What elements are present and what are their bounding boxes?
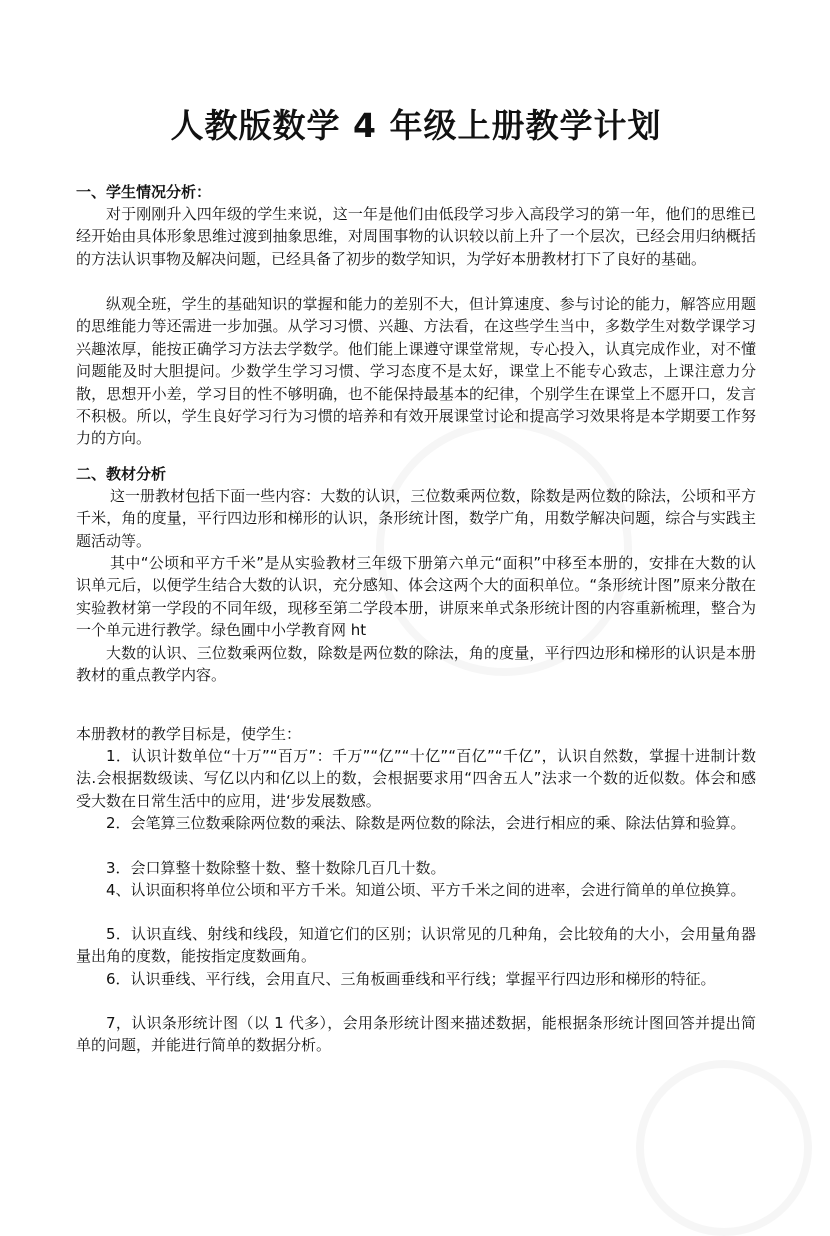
goal-item-2: 2．会笔算三位数乘除两位数的乘法、除数是两位数的除法，会进行相应的乘、除法估算和验算。 — [106, 814, 746, 832]
goal-item-3: 3．会口算整十数除整十数、整十数除几百几十数。 — [106, 859, 446, 877]
paragraph-student-analysis-2: 纵观全班，学生的基础知识的掌握和能力的差别不大，但计算速度、参与讨论的能力，解答应用题的思维能力等还需进一步加强。从学习习惯、兴趣、方法看，在这些学生当中，多数学生对数学课学习兴趣浓厚，能按正确学习方法去学数学。他们能上课遵守课堂常规，专心投入，认真完成作业，对不懂问题能及时大胆提问。少数学生学习习惯、学习态度不是太好，课堂上不能专心致志，上课注意力分散，思想开小差，学习目的性不够明确，也不能保持最基本的纪律，个别学生在课堂上不愿开口，发言不积极。所以，学生良好学习行为习惯的培养和有效开展课堂讨论和提高学习效果将是本学期要工作努力的方向。 — [76, 295, 756, 448]
goal-item-6: 6．认识垂线、平行线，会用直尺、三角板画垂线和平行线；掌握平行四边形和梯形的特征。 — [106, 970, 716, 988]
goals-intro: 本册教材的教学目标是，使学生： — [76, 725, 302, 743]
paragraph-textbook-analysis-3: 大数的认识、三位数乘两位数，除数是两位数的除法，角的度量，平行四边形和梯形的认识是本册教材的重点教学内容。 — [76, 644, 756, 685]
paragraph-student-analysis-1: 对于刚刚升入四年级的学生来说，这一年是他们由低段学习步入高段学习的第一年，他们的思维已经开始由具体形象思维过渡到抽象思维，对周围事物的认识较以前上升了一个层次，已经会用归纳概括的方法认识事物及解决问题，已经具备了初步的数学知识，为学好本册教材打下了良好的基础。 — [76, 205, 756, 268]
section-heading-student-analysis: 一、学生情况分析： — [76, 183, 212, 201]
goal-item-1: 1．认识计数单位“十万”“百万”：千万”“亿”“十亿”“百亿”“千亿”，认识自然数，掌握十进制计数法.会根据数级读、写亿以内和亿以上的数，会根据要求用“四舍五人”法求一个数的近似数。体会和感受大数在日常生活中的应用，进‘步发展数感。 — [76, 747, 756, 810]
goal-item-4: 4、认识面积将单位公顷和平方千米。知道公顷、平方千米之间的进率，会进行简单的单位换算。 — [106, 881, 746, 899]
watermark-seal-corner — [636, 1060, 812, 1236]
paragraph-textbook-analysis-2: 其中“公顷和平方千米”是从实验教材三年级下册第六单元“面积”中移至本册的，安排在大数的认识单元后，以便学生结合大数的认识，充分感知、体会这两个大的面积单位。“条形统计图”原来分散在实验教材第一学段的不同年级，现移至第二学段本册，讲原来单式条形统计图的内容重新梳理，整合为一个单元进行教学。绿色圃中小学教育网 ht — [76, 554, 756, 640]
page-title: 人教版数学 4 年级上册教学计划 — [170, 106, 662, 145]
goal-item-7: 7，认识条形统计图（以 1 代多），会用条形统计图来描述数据，能根据条形统计图回答并提出简单的问题，并能进行简单的数据分析。 — [76, 1014, 756, 1055]
document-page — [76, 0, 756, 1174]
section-heading-textbook-analysis: 二、教材分析 — [76, 465, 167, 483]
paragraph-textbook-analysis-1: 这一册教材包括下面一些内容：大数的认识，三位数乘两位数，除数是两位数的除法，公顷和平方千米，角的度量，平行四边形和梯形的认识，条形统计图，数学广角，用数学解决问题，综合与实践主题活动等。 — [76, 487, 756, 550]
goal-item-5: 5．认识直线、射线和线段，知道它们的区别；认识常见的几种角，会比较角的大小，会用量角器量出角的度数，能按指定度数画角。 — [76, 925, 756, 966]
